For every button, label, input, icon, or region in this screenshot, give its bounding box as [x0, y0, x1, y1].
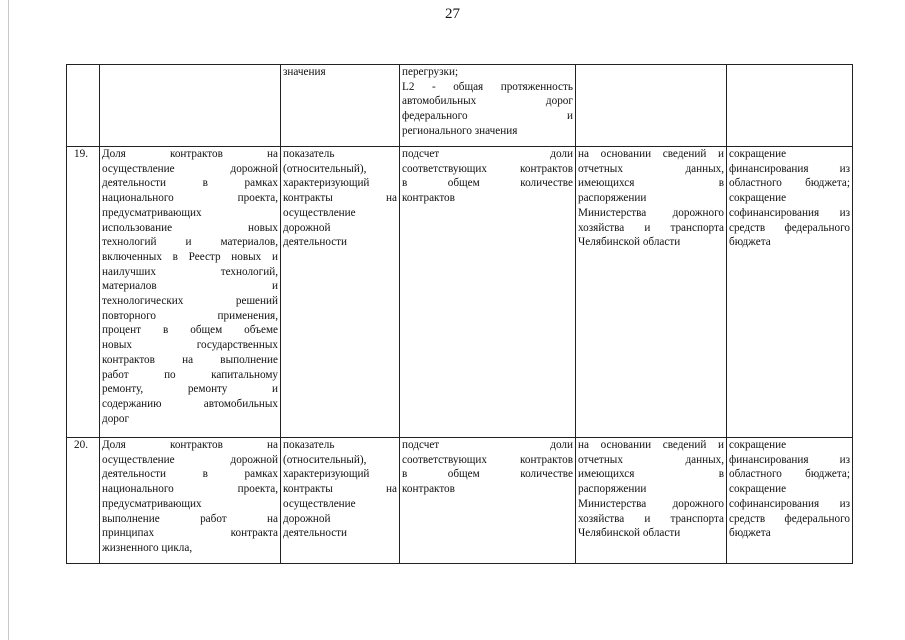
cell-text-line: Челябинской области — [578, 527, 681, 540]
cell-text-line: средств федерального — [729, 512, 850, 525]
cell-text-line: на основании сведений и — [578, 439, 724, 451]
cell-text-line: Доля контрактов на — [102, 148, 278, 160]
cell-text-line: софинансирования из — [729, 497, 850, 510]
cell-text-line: соответствующих контрактов — [402, 453, 573, 466]
cell-text-line: подсчет доли — [402, 148, 573, 160]
cell-text-line: контракты на — [283, 192, 397, 205]
cell-text-line: предусматривающих — [102, 206, 202, 219]
cell-text-line: технологических решений — [102, 295, 278, 308]
cell-text-line: L2 - общая протяженность — [402, 80, 573, 93]
cell-text-line: выполнение работ на — [102, 512, 278, 525]
cell-text-line: бюджета — [729, 236, 771, 249]
cell-text-line: автомобильных дорог — [402, 95, 573, 108]
cell-text-line: Челябинской области — [578, 236, 681, 249]
cell-text-line: в общем количестве — [402, 468, 573, 481]
deviation-reason-cell — [727, 438, 853, 564]
deviation-reason-cell — [727, 147, 853, 438]
cell-text-line: показатель — [283, 439, 335, 451]
cell-text-line: распоряжении — [578, 192, 647, 205]
indicator-name-cell — [100, 147, 281, 438]
row-number-cell: 20. — [67, 438, 100, 564]
calculation-method-cell — [400, 147, 576, 438]
page-margin-line — [8, 0, 9, 640]
cell-text-line: деятельности — [283, 527, 348, 540]
cell-text-line: средств федерального — [729, 221, 850, 234]
cell-text-line: бюджета — [729, 527, 771, 540]
cell-text-line: сокращение — [729, 483, 787, 496]
cell-text-line: на основании сведений и — [578, 148, 724, 160]
cell-text-line: контрактов на выполнение — [102, 353, 278, 366]
cell-text-line: новых государственных — [102, 339, 278, 352]
row-number-cell — [67, 65, 100, 147]
cell-text-line: (относительный), — [283, 453, 367, 466]
cell-text-line: софинансирования из — [729, 206, 850, 219]
cell-text-line: дорожной — [283, 512, 331, 525]
page-number: 27 — [445, 6, 460, 22]
cell-text-line: имеющихся в — [578, 177, 724, 190]
cell-text-line: отчетных данных, — [578, 162, 724, 175]
cell-text-line: областного бюджета; — [729, 468, 850, 481]
cell-text-line: показатель — [283, 148, 335, 160]
cell-text-line: контракты на — [283, 483, 397, 496]
cell-text-line: соответствующих контрактов — [402, 162, 573, 175]
cell-text-line: включенных в Реестр новых и — [102, 250, 278, 263]
cell-text-line: сокращение — [729, 439, 787, 451]
cell-text-line: перегрузки; — [402, 66, 459, 78]
calculation-method-cell — [400, 438, 576, 564]
cell-text-line: дорожной — [283, 221, 331, 234]
data-source-cell — [576, 65, 727, 147]
cell-text-line: (относительный), — [283, 162, 367, 175]
cell-text-line: Министерства дорожного — [578, 497, 724, 510]
cell-text-line: принципах контракта — [102, 527, 278, 540]
indicator-name-cell — [100, 65, 281, 147]
cell-text-line: хозяйства и транспорта — [578, 512, 724, 525]
data-source-cell — [576, 147, 727, 438]
cell-text-line: технологий и материалов, — [102, 236, 278, 249]
cell-text-line: дорог — [102, 412, 130, 425]
cell-text-line: осуществление — [283, 497, 356, 510]
cell-text-line: повторного применения, — [102, 309, 278, 322]
table-row — [67, 65, 853, 147]
table-row — [67, 147, 853, 438]
data-source-cell — [576, 438, 727, 564]
cell-text-line: характеризующий — [283, 177, 370, 190]
cell-text-line: областного бюджета; — [729, 177, 850, 190]
cell-text-line: жизненного цикла, — [102, 541, 193, 554]
cell-text-line: ремонту, ремонту и — [102, 383, 278, 396]
cell-text-line: национального проекта, — [102, 483, 278, 496]
cell-text-line: распоряжении — [578, 483, 647, 496]
cell-text-line: сокращение — [729, 192, 787, 205]
cell-text-line: деятельности — [283, 236, 348, 249]
cell-text-line: сокращение — [729, 148, 787, 160]
cell-text-line: осуществление дорожной — [102, 162, 278, 175]
cell-text-line: финансирования из — [729, 162, 850, 175]
cell-text-line: контрактов — [402, 192, 455, 205]
indicator-type-cell — [281, 438, 400, 564]
cell-text-line: финансирования из — [729, 453, 850, 466]
cell-text-line: материалов и — [102, 280, 278, 293]
cell-text-line: предусматривающих — [102, 497, 202, 510]
cell-text-line: национального проекта, — [102, 192, 278, 205]
cell-text-line: имеющихся в — [578, 468, 724, 481]
indicator-table — [66, 64, 853, 564]
cell-text-line: подсчет доли — [402, 439, 573, 451]
cell-text-line: федерального и — [402, 110, 573, 123]
cell-text-line: в общем количестве — [402, 177, 573, 190]
indicator-type-cell — [281, 65, 400, 147]
cell-text-line: Министерства дорожного — [578, 206, 724, 219]
cell-text-line: использование новых — [102, 221, 278, 234]
cell-text-line: контрактов — [402, 483, 455, 496]
cell-text-line: наилучших технологий, — [102, 265, 278, 278]
cell-text-line: деятельности в рамках — [102, 468, 278, 481]
cell-text-line: значения — [283, 66, 326, 78]
cell-text-line: хозяйства и транспорта — [578, 221, 724, 234]
cell-text-line: деятельности в рамках — [102, 177, 278, 190]
cell-text-line: работ по капитальному — [102, 368, 278, 381]
indicator-name-cell — [100, 438, 281, 564]
cell-text-line: осуществление дорожной — [102, 453, 278, 466]
cell-text-line: отчетных данных, — [578, 453, 724, 466]
cell-text-line: Доля контрактов на — [102, 439, 278, 451]
cell-text-line: характеризующий — [283, 468, 370, 481]
cell-text-line: содержанию автомобильных — [102, 397, 278, 410]
calculation-method-cell — [400, 65, 576, 147]
cell-text-line: осуществление — [283, 206, 356, 219]
cell-text-line: регионального значения — [402, 124, 518, 137]
deviation-reason-cell — [727, 65, 853, 147]
cell-text-line: процент в общем объеме — [102, 324, 278, 337]
indicator-type-cell — [281, 147, 400, 438]
table-row — [67, 438, 853, 564]
row-number-cell: 19. — [67, 147, 100, 438]
